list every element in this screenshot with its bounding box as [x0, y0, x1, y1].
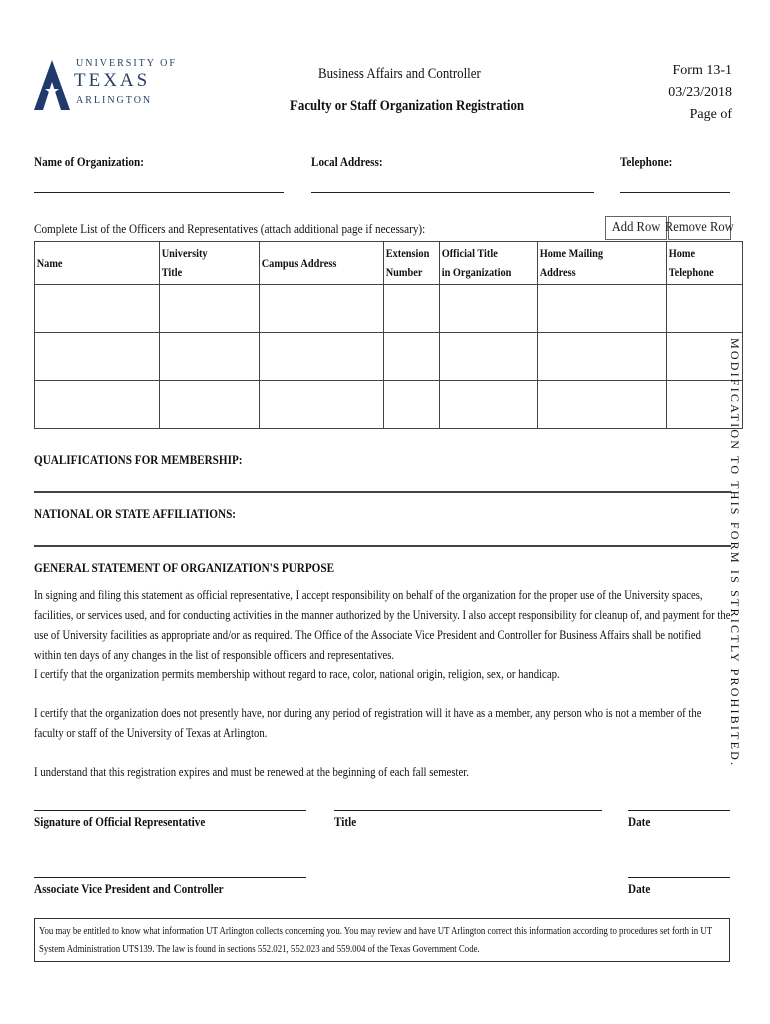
department-name: Business Affairs and Controller: [318, 66, 481, 82]
logo-texas: TEXAS: [74, 70, 151, 91]
cell-input[interactable]: [260, 381, 384, 429]
cell-input[interactable]: [35, 333, 160, 381]
telephone-field[interactable]: [620, 192, 730, 193]
page-of: Page of: [689, 107, 732, 122]
cell-input[interactable]: [537, 333, 666, 381]
cell-input[interactable]: [160, 381, 260, 429]
avp-date-label: Date: [628, 881, 651, 896]
cell-input[interactable]: [537, 381, 666, 429]
org-name-label: Name of Organization:: [34, 154, 144, 169]
uta-logo-a-icon: [34, 60, 70, 110]
local-address-label: Local Address:: [311, 154, 383, 169]
form-title: Faculty or Staff Organization Registration: [290, 98, 525, 114]
table-row[interactable]: [35, 285, 743, 333]
affiliations-label: NATIONAL OR STATE AFFILIATIONS:: [34, 506, 237, 521]
cell-input[interactable]: [35, 285, 160, 333]
form-date: 03/23/2018: [668, 85, 732, 100]
avp-signature-field[interactable]: [34, 877, 306, 878]
date-label: Date: [628, 814, 651, 829]
cell-input[interactable]: [384, 333, 440, 381]
nondiscrimination-statement: I certify that the organization permits membership without regard to race, color, national origin, religion, sex, or handicap.: [34, 667, 560, 681]
remove-row-button[interactable]: Remove Row: [668, 216, 731, 240]
table-row[interactable]: [35, 381, 743, 429]
privacy-notice: [34, 918, 730, 962]
cell-input[interactable]: [439, 381, 537, 429]
col-name: Name: [35, 242, 160, 285]
title-label: Title: [334, 814, 357, 829]
title-field[interactable]: [334, 810, 602, 811]
responsibility-paragraph: In signing and filing this statement as official representative, I accept responsibility on behalf of the organization for the proper use of the University spaces, facilities, or services used, and for conducting activities in the manner authorized by the University. I also accept responsibility for cleanup of, and payment for the use of University facilities as appropriate and/or as required. The Office of the Associate Vice President and Controller for Business Affairs shall be notified within ten days of any changes in the list of responsible officers and representatives.: [34, 588, 731, 662]
add-row-button[interactable]: Add Row: [605, 216, 667, 240]
officers-instructions: Complete List of the Officers and Representatives (attach additional page if necessary):: [34, 221, 426, 236]
cell-input[interactable]: [439, 285, 537, 333]
avp-label: Associate Vice President and Controller: [34, 881, 224, 896]
col-campus-address: Campus Address: [260, 242, 384, 285]
cell-input[interactable]: [537, 285, 666, 333]
local-address-field[interactable]: [311, 192, 594, 193]
cell-input[interactable]: [160, 285, 260, 333]
col-official-title: Official Title in Organization: [439, 242, 537, 285]
membership-statement: I certify that the organization does not presently have, nor during any period of registration will it have as a member, any person who is not a member of the faculty or staff of the University of Texas at Arlington.: [34, 706, 702, 740]
col-home-telephone: Home Telephone: [666, 242, 742, 285]
cell-input[interactable]: [260, 285, 384, 333]
privacy-notice-text: You may be entitled to know what information UT Arlington collects concerning you. You may review and have UT Arlington correct this information according to procedures set forth in UT System Administration UTS139. The law is found in sections 552.021, 552.023 and 559.004 of the Texas Government Code.: [39, 926, 712, 955]
side-warning-text: MODIFICATION TO THIS FORM IS STRICTLY PROHIBITED.: [728, 338, 742, 768]
logo-arlington: ARLINGTON: [76, 95, 153, 106]
avp-date-field[interactable]: [628, 877, 730, 878]
col-university-title: University Title: [160, 242, 260, 285]
officers-table: [34, 241, 743, 429]
form-number: Form 13-1: [672, 63, 732, 78]
qualifications-label: QUALIFICATIONS FOR MEMBERSHIP:: [34, 452, 243, 467]
table-header-row: [35, 242, 743, 285]
date-field[interactable]: [628, 810, 730, 811]
signature-label: Signature of Official Representative: [34, 814, 206, 829]
cell-input[interactable]: [160, 333, 260, 381]
cell-input[interactable]: [35, 381, 160, 429]
affiliations-field[interactable]: [34, 545, 731, 547]
telephone-label: Telephone:: [620, 154, 673, 169]
col-home-mailing: Home Mailing Address: [537, 242, 666, 285]
cell-input[interactable]: [384, 381, 440, 429]
org-name-field[interactable]: [34, 192, 284, 193]
table-row[interactable]: [35, 333, 743, 381]
purpose-label: GENERAL STATEMENT OF ORGANIZATION'S PURPOSE: [34, 560, 335, 575]
expiration-statement: I understand that this registration expires and must be renewed at the beginning of each fall semester.: [34, 765, 469, 779]
cell-input[interactable]: [439, 333, 537, 381]
signature-field[interactable]: [34, 810, 306, 811]
cell-input[interactable]: [384, 285, 440, 333]
cell-input[interactable]: [260, 333, 384, 381]
col-extension: Extension Number: [384, 242, 440, 285]
qualifications-field[interactable]: [34, 491, 731, 493]
logo-university-of: UNIVERSITY OF: [76, 58, 177, 69]
cell-input[interactable]: [666, 285, 742, 333]
